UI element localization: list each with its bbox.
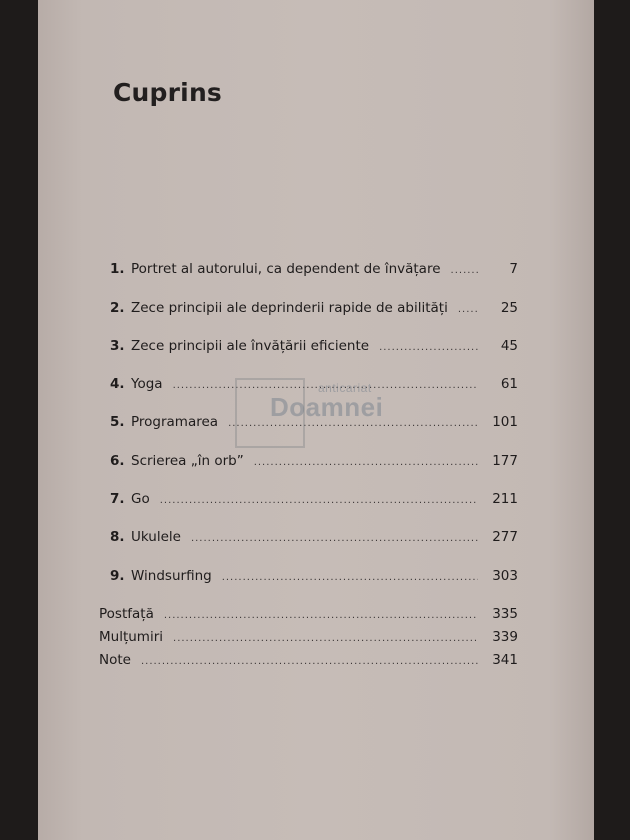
page-number: 211 [492,491,518,507]
page-number: 277 [492,529,518,545]
toc-back-entry [99,652,518,674]
leader-dots [222,572,478,583]
section-title: Note [99,652,131,668]
chapter-title: Portret al autorului, ca dependent de învățare [131,261,441,277]
toc-entry [110,338,518,360]
chapter-number: 5. [110,414,125,430]
page-number: 25 [500,300,518,316]
page-number: 335 [492,606,518,622]
toc-entry [110,261,518,283]
page-number: 7 [509,261,518,277]
book-page [38,0,594,840]
chapter-number: 2. [110,300,125,316]
leader-dots [164,610,478,621]
toc-entry [110,529,518,551]
chapter-title: Zece principii ale învățării eficiente [131,338,370,354]
chapter-title: Zece principii ale deprinderii rapide de abilități [131,300,448,316]
section-title: Mulțumiri [99,629,164,645]
toc-back-entry [99,606,518,628]
chapter-number: 3. [110,338,125,354]
chapter-number: 9. [110,568,125,584]
page-title: Cuprins [113,78,223,107]
chapter-title: Yoga [131,376,163,392]
page-number: 339 [492,629,518,645]
chapter-number: 8. [110,529,125,545]
page-number: 101 [492,414,518,430]
toc-entry [110,300,518,322]
page-number: 177 [492,453,518,469]
leader-dots [173,633,478,644]
page-number: 45 [500,338,518,354]
leader-dots [451,265,478,276]
chapter-title: Programarea [131,414,219,430]
chapter-number: 6. [110,453,125,469]
page-number: 341 [492,652,518,668]
leader-dots [254,457,478,468]
leader-dots [379,342,478,353]
leader-dots [141,656,478,667]
watermark-big-text: Doamnei [270,392,384,422]
chapter-number: 1. [110,261,125,277]
chapter-title: Scrierea „în orb” [131,453,244,469]
toc-entry [110,453,518,475]
section-title: Postfață [99,606,154,622]
leader-dots [191,533,478,544]
chapter-title: Go [131,491,150,507]
leader-dots [160,495,478,506]
chapter-number: 7. [110,491,125,507]
chapter-number: 4. [110,376,125,392]
leader-dots [458,304,478,315]
page-number: 303 [492,568,518,584]
toc-back-entry [99,629,518,651]
chapter-title: Ukulele [131,529,181,545]
watermark-small-text: anticariat [318,381,372,395]
toc-entry [110,568,518,590]
toc-entry [110,491,518,513]
chapter-title: Windsurfing [131,568,212,584]
page-number: 61 [500,376,518,392]
